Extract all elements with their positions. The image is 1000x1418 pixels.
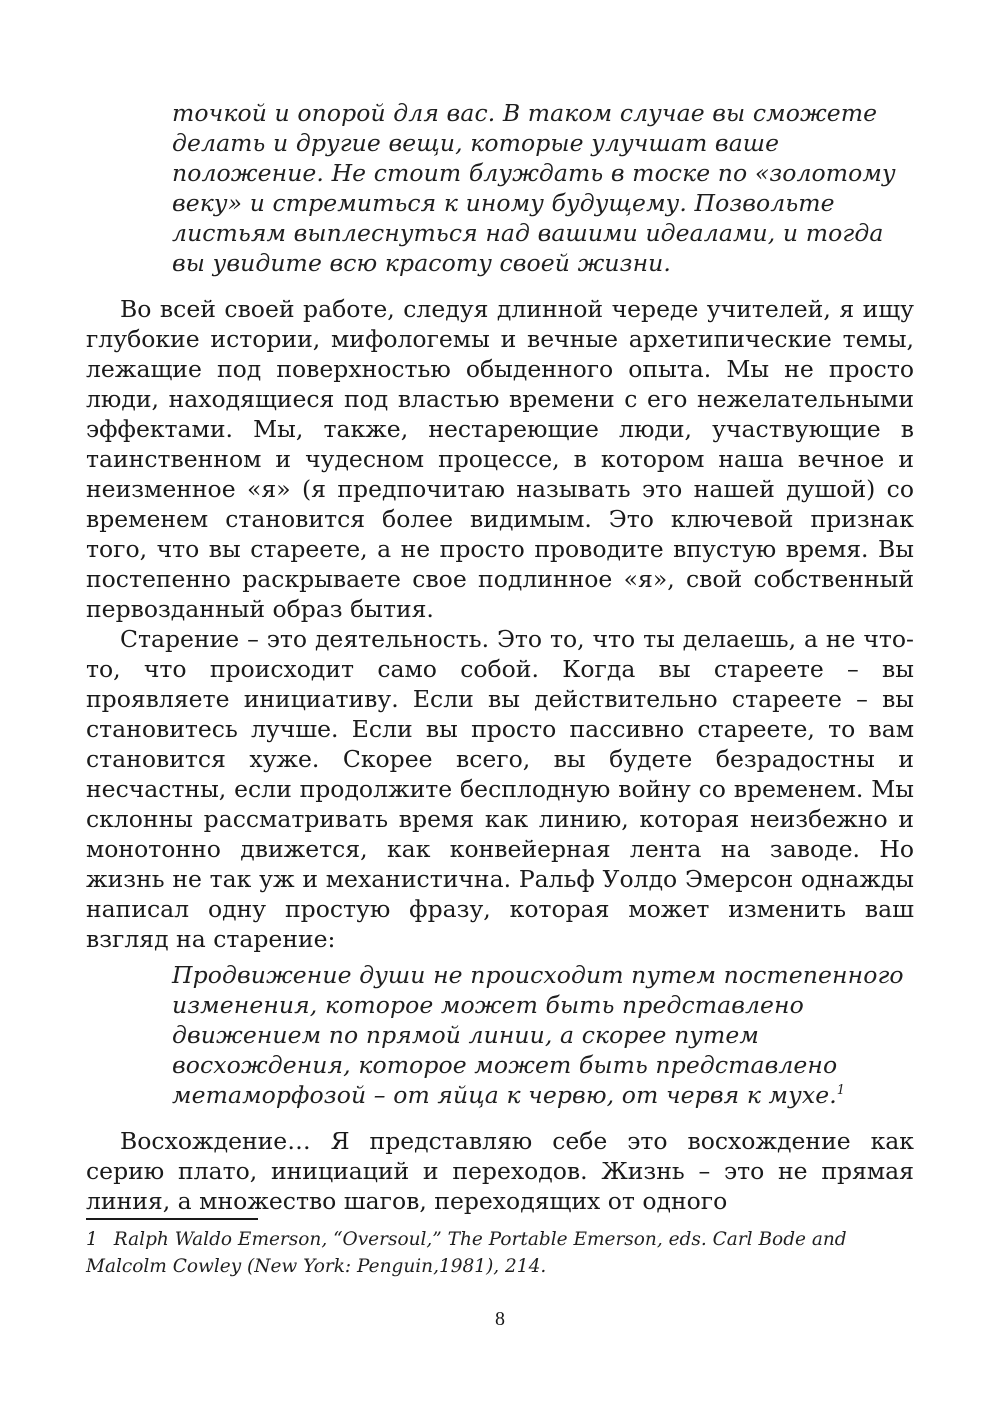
footnote-number: 1 [86,1229,98,1250]
body-paragraph-2: Старение – это деятельность. Это то, что ты делаешь, а не что-то, что происходит само собой. Когда вы стареете – вы проявляете инициативу. Если вы действительно стареете – вы становитесь лучше. Если вы просто пассивно стареете, то вам становится хуже. Скорее всего, вы будете безрадостны и несчастны, если продолжите бесплодную войну со временем. Мы склонны рассматривать время как линию, которая неизбежно и монотонно движется, как конвейерная лента на заводе. Но жизнь не так уж и механистична. Ральф Уолдо Эмерсон однажды написал одну простую фразу, которая может изменить ваш взгляд на старение: [86,625,914,953]
book-page [86,98,914,1280]
block-quote-top [172,98,914,278]
block-quote-emerson [172,960,914,1110]
footnote-reference: 1 [836,1083,846,1099]
body-paragraph-1: Во всей своей работе, следуя длинной череде учителей, я ищу глубокие истории, мифологемы и вечные архетипические темы, лежащие под поверхностью обыденного опыта. Мы не просто люди, находящиеся под властью времени с его нежелательными эффектами. Мы, также, нестареющие люди, участвующие в таинственном и чудесном процессе, в котором наша вечное и неизменное «я» (я предпочитаю называть это нашей душой) со временем становится более видимым. Это ключевой признак того, что вы стареете, а не просто проводите впустую время. Вы постепенно раскрываете свое подлинное «я», свой собственный первозданный образ бытия. [86,295,914,623]
body-paragraph-3: Восхождение… Я представляю себе это восхождение как серию плато, инициаций и переходов. Жизнь – это не прямая линия, а множество шагов, переходящих от одного [86,1127,914,1215]
quote-emerson-paragraph [172,960,914,1110]
quote-emerson-text: Продвижение души не происходит путем постепенного изменения, которое может быть представлено движением по прямой линии, а скорее путем восхождения, которое может быть представлено метаморфозой – от яйца к червю, от червя к мухе. [172,961,904,1109]
quote-top-text: точкой и опорой для вас. В таком случае вы сможете делать и другие вещи, которые улучшат ваше положение. Не стоит блуждать в тоске по «золотому веку» и стремиться к иному будущему. Позвольте листьям выплеснуться над вашими идеалами, и тогда вы увидите всю красоту своей жизни. [172,99,896,277]
page-number: 8 [495,1308,505,1330]
footnote-divider [86,1218,258,1220]
footnote-text: Ralph Waldo Emerson, “Oversoul,” The Portable Emerson, eds. Carl Bode and Malcolm Cowley (New York: Penguin,1981), 214. [86,1229,847,1277]
footnote [86,1226,914,1280]
